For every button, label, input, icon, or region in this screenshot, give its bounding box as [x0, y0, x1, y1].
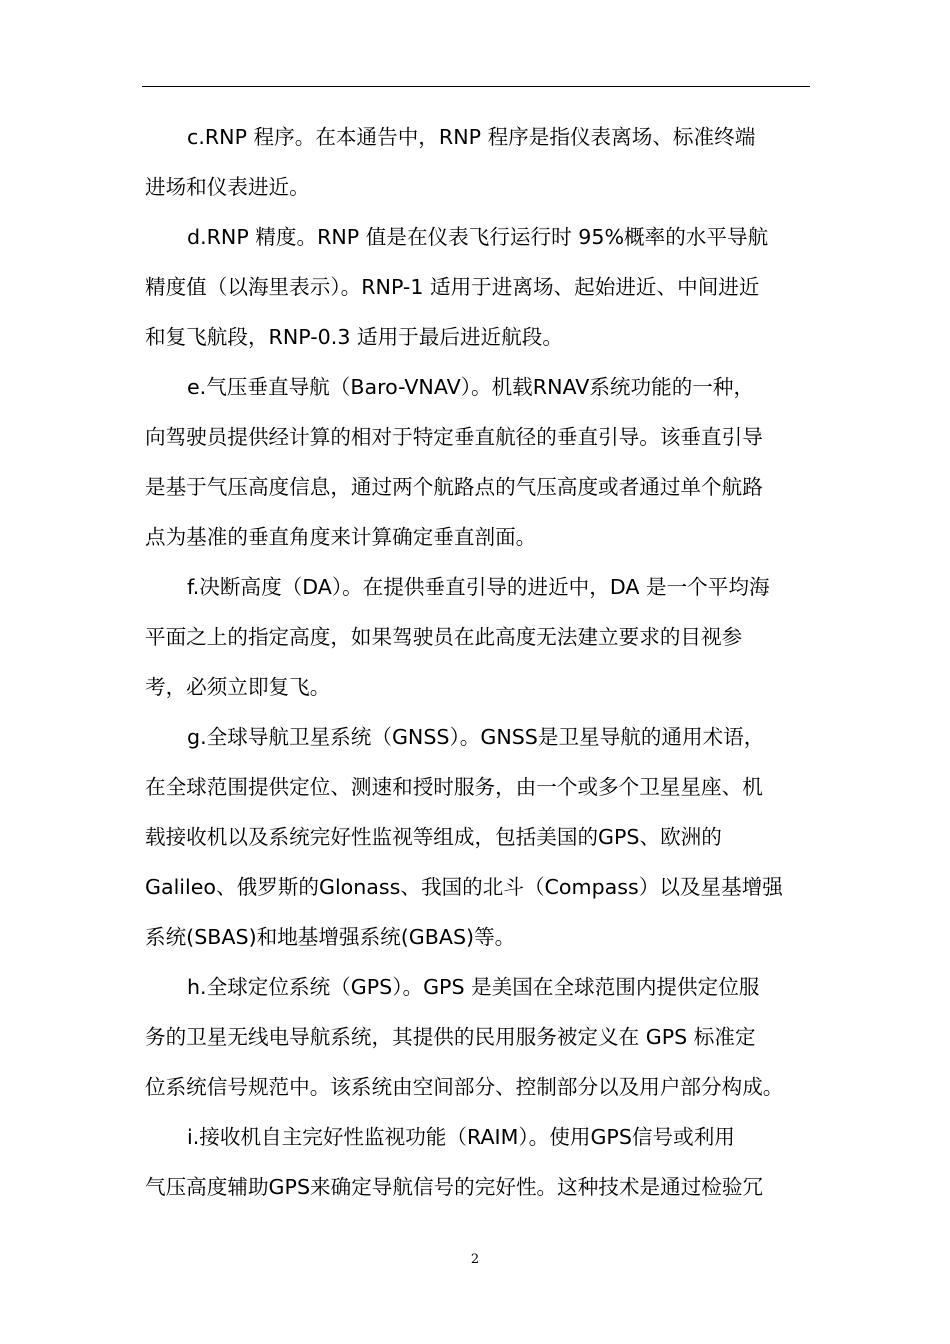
paragraph-e-line-4: 点为基准的垂直角度来计算确定垂直剖面。	[145, 525, 537, 549]
paragraph-f-line-1: f.决断高度（DA）。在提供垂直引导的进近中，DA 是一个平均海	[187, 575, 770, 599]
paragraph-e-line-1: e.气压垂直导航（Baro-VNAV）。机载RNAV系统功能的一种，	[187, 375, 755, 399]
paragraph-e-line-3: 是基于气压高度信息，通过两个航路点的气压高度或者通过单个航路	[145, 475, 763, 499]
paragraph-g-line-1: g.全球导航卫星系统（GNSS）。GNSS是卫星导航的通用术语，	[187, 725, 765, 749]
paragraph-f-line-2: 平面之上的指定高度，如果驾驶员在此高度无法建立要求的目视参	[145, 625, 743, 649]
paragraph-h-line-1: h.全球定位系统（GPS）。GPS 是美国在全球范围内提供定位服	[187, 975, 760, 999]
paragraph-g-line-5: 系统(SBAS)和地基增强系统(GBAS)等。	[145, 925, 516, 949]
paragraph-g-line-4: Galileo、俄罗斯的Glonass、我国的北斗（Compass）以及星基增强	[145, 875, 783, 899]
paragraph-d-line-3: 和复飞航段，RNP-0.3 适用于最后进近航段。	[145, 325, 563, 349]
header-rule	[142, 86, 810, 87]
paragraph-i-line-1: i.接收机自主完好性监视功能（RAIM）。使用GPS信号或利用	[187, 1125, 735, 1149]
paragraph-i-line-2: 气压高度辅助GPS来确定导航信号的完好性。这种技术是通过检验冗	[145, 1175, 764, 1199]
page-number: 2	[470, 1252, 480, 1267]
paragraph-c-line-2: 进场和仪表进近。	[145, 175, 310, 199]
paragraph-h-line-2: 务的卫星无线电导航系统，其提供的民用服务被定义在 GPS 标准定	[145, 1025, 756, 1049]
paragraph-d-line-2: 精度值（以海里表示）。RNP-1 适用于进离场、起始进近、中间进近	[145, 275, 760, 299]
document-body	[145, 118, 810, 1218]
paragraph-d-line-1: d.RNP 精度。RNP 值是在仪表飞行运行时 95%概率的水平导航	[187, 225, 769, 249]
paragraph-f-line-3: 考，必须立即复飞。	[145, 675, 331, 699]
paragraph-e-line-2: 向驾驶员提供经计算的相对于特定垂直航径的垂直引导。该垂直引导	[145, 425, 763, 449]
paragraph-h-line-3: 位系统信号规范中。该系统由空间部分、控制部分以及用户部分构成。	[145, 1075, 784, 1099]
paragraph-c-line-1: c.RNP 程序。在本通告中，RNP 程序是指仪表离场、标准终端	[187, 125, 756, 149]
paragraph-g-line-2: 在全球范围提供定位、测速和授时服务，由一个或多个卫星星座、机	[145, 775, 763, 799]
paragraph-g-line-3: 载接收机以及系统完好性监视等组成，包括美国的GPS、欧洲的	[145, 825, 722, 849]
